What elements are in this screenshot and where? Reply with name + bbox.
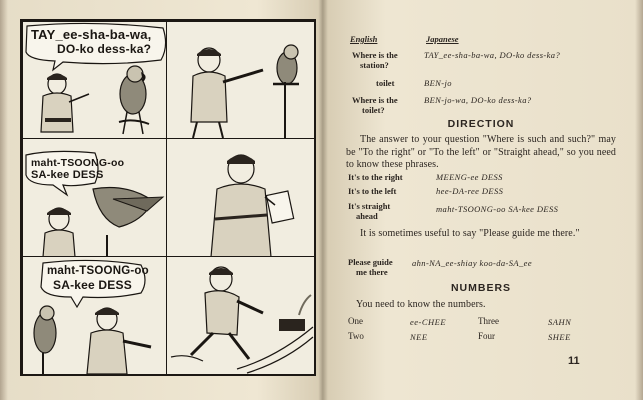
left-edge-shadow [0,0,8,400]
number-japanese: ee-CHEE [410,317,447,327]
guide-english-line: me there [356,267,388,277]
number-english: Two [348,331,364,341]
guide-intro-paragraph: It is sometimes useful to say "Please guide me there." [360,228,580,239]
right-edge-shadow [635,0,643,400]
direction-heading: DIRECTION [447,118,515,130]
speech-bubble-2-line-2: SA-kee DESS [31,169,104,181]
phrase-english [352,95,398,115]
direction-japanese: maht-TSOONG-oo SA-kee DESS [436,204,559,214]
direction-japanese: MEENG-ee DESS [436,172,503,182]
phrase-japanese: BEN-jo [424,78,452,88]
direction-english-line: ahead [356,211,378,221]
comic-panel-5 [22,256,168,375]
number-japanese: NEE [410,332,428,342]
comic-panel-2 [166,21,315,140]
phrase-english-line: station? [360,60,389,70]
phrase-english-line: Where is the [352,50,398,60]
direction-english: It's to the left [348,186,397,196]
number-english: Three [478,316,499,326]
direction-english [348,201,390,221]
direction-english: It's to the right [348,172,403,182]
japanese-column-header: Japanese [426,34,459,44]
right-page [346,0,616,400]
phrase-english-line: Where is the [352,95,398,105]
comic-panel-6 [166,256,315,375]
speech-bubble-3-line-1: maht-TSOONG-oo [47,265,149,277]
comic-panel-4 [166,138,315,258]
speech-bubble-3-line-2: SA-kee DESS [53,278,132,292]
page-number: 11 [568,355,580,367]
soldier-pointing-illustration [167,22,314,139]
guide-japanese: ahn-NA_ee-shiay koo-da-SA_ee [412,258,533,268]
speech-bubble-2-line-1: maht-TSOONG-oo [31,157,125,169]
numbers-heading: NUMBERS [450,282,512,294]
comic-panel-3 [22,138,168,258]
guide-english-line: Please guide [348,257,393,267]
numbers-intro-paragraph: You need to know the numbers. [356,299,486,310]
phrase-japanese: TAY_ee-sha-ba-wa, DO-ko dess-ka? [424,50,561,60]
number-japanese: SHEE [548,332,571,342]
soldier-running-to-train-illustration [167,257,314,374]
speech-bubble-line-2: DO-ko dess-ka? [57,42,152,56]
soldier-writing-notebook-illustration [167,139,314,257]
number-english: Four [478,331,496,341]
speech-bubble-line-1: TAY_ee-sha-ba-wa, [31,27,152,42]
comic-panel-1 [22,21,168,140]
comic-strip [20,19,316,376]
direction-japanese: hee-DA-ree DESS [436,186,504,196]
phrase-japanese: BEN-jo-wa, DO-ko dess-ka? [424,95,532,105]
guide-english [348,257,393,277]
number-english: One [348,316,363,326]
number-japanese: SAHN [548,317,572,327]
phrase-english: toilet [376,78,395,88]
phrase-english-line: toilet? [362,105,385,115]
direction-intro-paragraph: The answer to your question "Where is such and such?" may be "To the right" or "To the left" or "Straight ahead," so you need to know these phrases. [346,134,616,170]
english-column-header: English [350,34,378,44]
phrase-english [352,50,398,70]
direction-english-line: It's straight [348,201,391,211]
